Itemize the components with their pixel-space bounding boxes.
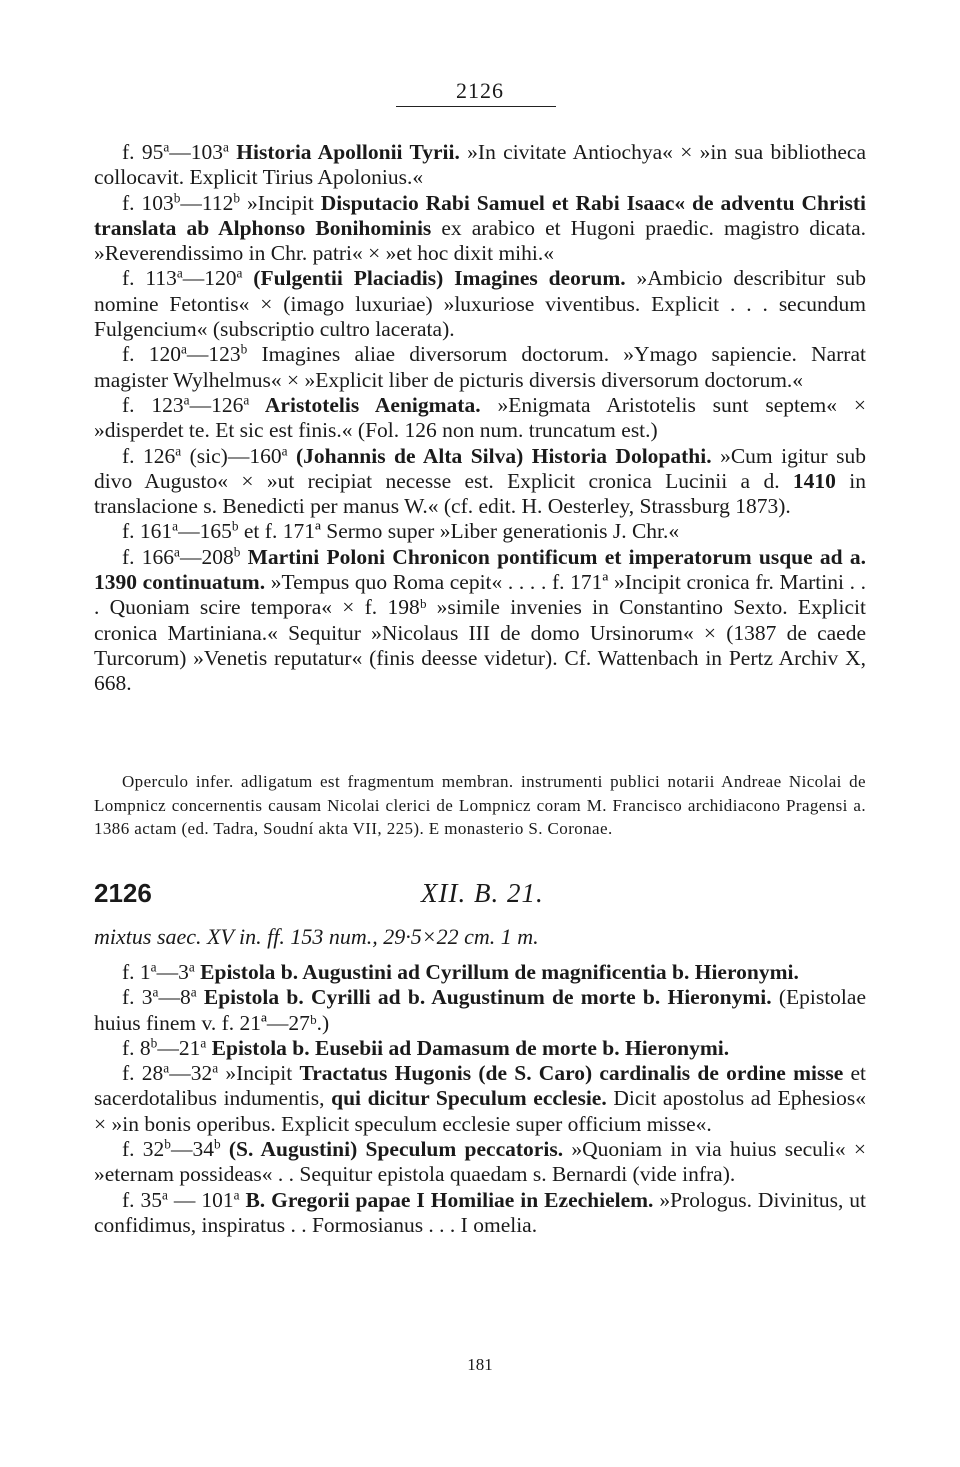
- running-head: 2126: [456, 78, 504, 103]
- item-text: —34: [170, 1137, 214, 1162]
- folio-side: a: [163, 1060, 170, 1076]
- folio-side: a: [236, 266, 243, 282]
- item-text: »Enigmata Aristotelis sunt septem« × »disperdet te. Et sic est finis.« (Fol. 126 non num. truncatum est.): [94, 392, 866, 443]
- item-text: »Incipit: [240, 190, 321, 215]
- folio-side: b: [231, 519, 239, 535]
- folio-side: a: [223, 139, 229, 155]
- catalog-item: [94, 1137, 866, 1188]
- catalog-item: [94, 266, 866, 342]
- item-text: f. 32: [122, 1137, 165, 1162]
- page-number: 181: [467, 1355, 493, 1374]
- folio-side: b: [233, 544, 241, 560]
- folio-side: a: [175, 443, 182, 459]
- folio-side: a: [176, 266, 183, 282]
- folio-side: a: [152, 984, 159, 1000]
- item-text: in translacione s. Benedicti per manus W.« (cf. edit. H. Oesterley, Strassburg 1873).: [94, 468, 866, 519]
- item-text: Dicit apostolus ad Ephesios« × »in bonis operibus. Explicit speculum ecclesie super officium misse«.: [94, 1086, 866, 1136]
- item-title: Martini Poloni Chronicon pontificum et imperatorum usque ad a. 1390 continuatum.: [94, 544, 866, 595]
- catalog-item: [94, 191, 866, 267]
- item-text: (sic)—160: [181, 443, 282, 468]
- catalog-item: [94, 545, 866, 697]
- item-text: f. 166: [122, 544, 175, 569]
- catalog-items-bottom: [94, 960, 866, 1238]
- item-text: —8: [158, 985, 191, 1010]
- folio-side: a: [188, 959, 195, 975]
- item-text: f. 35: [122, 1187, 162, 1212]
- item-text: f. 1: [122, 960, 151, 984]
- item-text: —208: [179, 544, 234, 569]
- item-title: (Johannis de Alta Silva) Historia Dolopathi.: [287, 443, 712, 468]
- item-text: Imagines aliae diversorum doctorum. »Ymago sapiencie. Narrat magister Wylhelmus« × »Explicit liber de picturis diversis diversorum doctorum.«: [94, 342, 866, 392]
- item-title: Tractatus Hugonis (de S. Caro) cardinalis de ordine misse: [299, 1061, 844, 1086]
- catalog-item: [94, 960, 866, 985]
- item-text: »In civitate Antiochya« × »in sua bibliotheca collocavit. Explicit Tirius Apolonius.«: [94, 140, 866, 190]
- item-text: —21: [157, 1035, 201, 1060]
- folio-side: a: [243, 392, 250, 408]
- item-title: Epistola b. Augustini ad Cyrillum de magnificentia b. Hieronymi.: [194, 960, 799, 984]
- item-text: et f. 171ª Sermo super »Liber generationis J. Chr.«: [238, 519, 680, 544]
- item-title: Aristotelis Aenigmata.: [249, 392, 481, 417]
- entry-heading: [94, 878, 866, 918]
- entry-number: 2126: [94, 878, 152, 908]
- catalog-item: [94, 393, 866, 444]
- item-text: et sacerdotalibus indumentis,: [94, 1061, 866, 1111]
- item-title: Historia Apollonii Tyrii.: [228, 140, 460, 164]
- folio-side: b: [233, 190, 241, 206]
- item-text: —120: [182, 266, 237, 291]
- folio-side: b: [173, 190, 181, 206]
- item-text: »Prologus. Divinitus, ut confidimus, inspiratus . . Formosianus . . . I omelia.: [94, 1187, 867, 1237]
- item-text: f. 113: [122, 266, 177, 291]
- item-text: —32: [169, 1061, 213, 1086]
- item-text: f. 95: [122, 140, 164, 164]
- folio-side: a: [183, 392, 190, 408]
- item-text: f. 161: [122, 519, 173, 544]
- item-text: »Ambicio describitur sub nomine Fetontis« × (imago luxuriae) »luxuriose viventibus. Explicit . . . secundum Fulgencium« (subscriptio cultro lacerata).: [94, 266, 866, 342]
- folio-side: a: [180, 342, 187, 358]
- folio-side: a: [190, 984, 197, 1000]
- header-rule: [396, 106, 556, 107]
- item-text: f. 3: [122, 985, 153, 1010]
- folio-side: b: [240, 342, 248, 358]
- folio-side: a: [233, 1187, 240, 1203]
- catalog-items-top: [94, 140, 866, 697]
- catalog-item: [94, 1061, 866, 1137]
- folio-side: a: [281, 443, 288, 459]
- item-text: —112: [180, 190, 234, 215]
- item-title: Epistola b. Cyrilli ad b. Augustinum de morte b. Hieronymi.: [196, 985, 772, 1010]
- entry-shelfmark: XII. B. 21.: [421, 878, 544, 908]
- folio-side: a: [200, 1035, 207, 1051]
- item-text: f. 28: [122, 1061, 164, 1086]
- folio-side: a: [163, 139, 170, 155]
- catalog-item: [94, 519, 866, 544]
- item-text: f. 126: [122, 443, 176, 468]
- item-text: —165: [178, 519, 232, 544]
- binding-note: Operculo infer. adligatum est fragmentum membran. instrumenti publici notarii Andreae Nicolai de Lompnicz concernentis causam Nicolai clerici de Lompnicz coram M. Francisco archidiacono Pragensi a. 1386 actam (ed. Tadra, Soudní akta VII, 225). E monasterio S. Coronae.: [94, 772, 866, 839]
- item-text: »Tempus quo Roma cepit« . . . . f. 171ª »Incipit cronica fr. Martini . . . Quoniam scire tempora« × f. 198ᵇ »simile invenies in Constantino Sexto. Explicit cronica Martiniana.« Sequitur »Nicolaus III de domo Ursinorum« × (1387 de caede Turcorum) »Venetis reputatur« (finis deesse videtur). Cf. Wattenbach in Pertz Archiv X, 668.: [94, 570, 866, 696]
- item-text: —103: [169, 140, 224, 164]
- item-text: —123: [186, 342, 241, 367]
- item-text: — 101: [167, 1187, 234, 1212]
- folio-side: a: [212, 1060, 219, 1076]
- folio-side: b: [150, 1035, 158, 1051]
- item-text: f. 123: [122, 392, 184, 417]
- catalog-item: [94, 140, 866, 191]
- item-text: f. 120: [122, 342, 181, 367]
- item-title: (S. Augustini) Speculum peccatoris.: [220, 1137, 564, 1162]
- catalog-item: [94, 1188, 866, 1239]
- catalog-item: [94, 342, 866, 393]
- item-text: ex arabico et Hugoni praedic. magistro dicata. »Reverendissimo in Chr. patri« × »et hoc dixit mihi.«: [94, 215, 866, 266]
- item-title: (Fulgentii Placiadis) Imagines deorum.: [242, 266, 626, 291]
- folio-side: a: [150, 959, 157, 975]
- folio-side: a: [172, 519, 179, 535]
- item-title: Epistola b. Eusebii ad Damasum de morte b. Hieronymi.: [206, 1035, 730, 1060]
- item-text: f. 8: [122, 1035, 151, 1060]
- item-text: »Incipit: [218, 1061, 300, 1086]
- entry-description: mixtus saec. XV in. ff. 153 num., 29·5×22 cm. 1 m.: [94, 924, 539, 949]
- folio-side: b: [164, 1136, 171, 1152]
- folio-side: b: [213, 1136, 221, 1152]
- item-title: Disputacio Rabi Samuel et Rabi Isaac« de adventu Christi translata ab Alphonso Bonihominis: [94, 190, 866, 240]
- item-text: —126: [189, 392, 244, 417]
- catalog-item: [94, 1036, 866, 1061]
- catalog-item: [94, 985, 866, 1036]
- item-title: 1410: [792, 468, 836, 493]
- item-text: (Epistolae huius finem v. f. 21ª—27ᵇ.): [94, 985, 866, 1035]
- item-text: »Quoniam in via huius seculi« × »eternam possideas« . . Sequitur epistola quaedam s. Bernardi (vide infra).: [94, 1137, 866, 1187]
- item-text: —3: [156, 960, 189, 984]
- item-text: »Cum igitur sub divo Augusto« × »ut recipiat necesse est. Explicit cronica Lucinii a d.: [94, 443, 867, 493]
- item-title: qui dicitur Speculum ecclesie.: [331, 1086, 607, 1111]
- folio-side: a: [162, 1187, 168, 1203]
- item-text: f. 103: [122, 190, 174, 215]
- item-title: B. Gregorii papae I Homiliae in Ezechielem.: [239, 1187, 654, 1212]
- folio-side: a: [174, 544, 180, 560]
- catalog-item: [94, 444, 866, 520]
